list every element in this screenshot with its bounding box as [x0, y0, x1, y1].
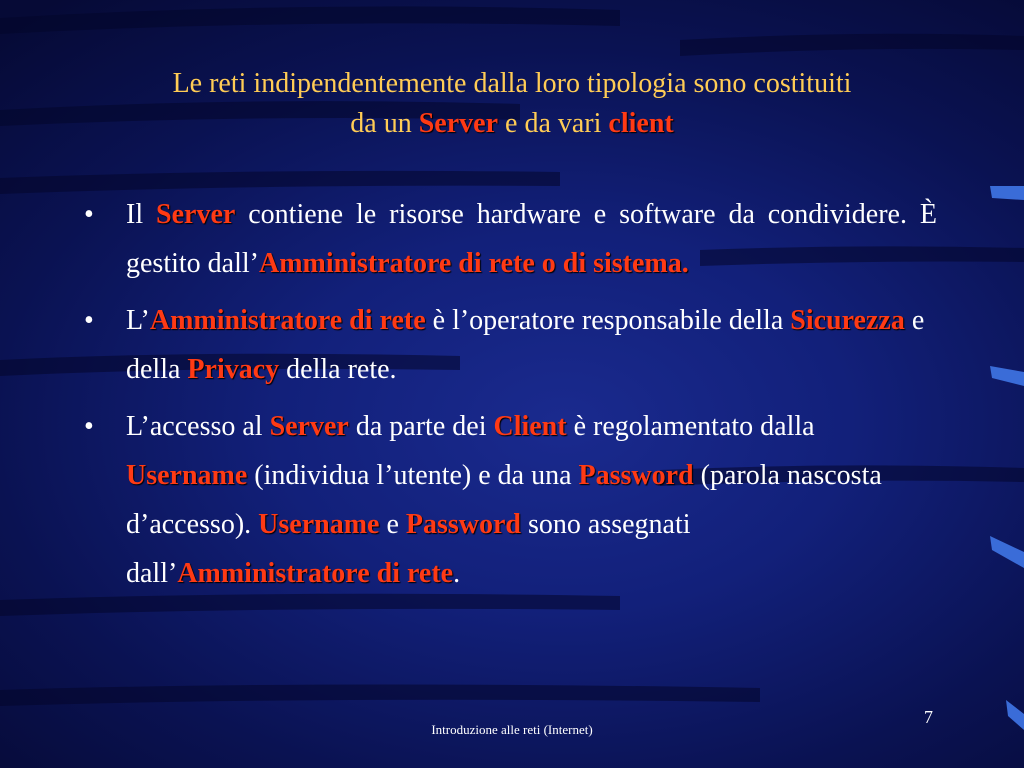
title-highlight-server: Server	[418, 108, 499, 139]
highlight-administrator: Amministratore di rete	[177, 558, 454, 589]
bullet-text: della rete.	[279, 354, 397, 385]
bullet-item-access	[84, 402, 937, 598]
bullet-item-server	[84, 190, 937, 288]
title-line-2	[60, 104, 964, 144]
bullet-text: L’	[126, 305, 150, 336]
highlight-administrator: Amministratore di rete	[149, 305, 426, 336]
bullet-text: è regolamentato dalla	[566, 411, 815, 442]
edge-dash-2	[990, 366, 1024, 386]
bullet-list	[84, 190, 937, 606]
slide-title	[60, 64, 964, 144]
highlight-privacy: Privacy	[187, 354, 280, 385]
page-number: 7	[924, 707, 933, 727]
highlight-password: Password	[405, 509, 522, 540]
title-text: da un	[350, 108, 419, 139]
bullet-text: contiene le risorse hardware e software da condividere. È gestito dall’	[126, 199, 937, 279]
bullet-text: e della	[126, 305, 925, 385]
highlight-username: Username	[258, 509, 380, 540]
bullet-text: da parte dei	[348, 411, 494, 442]
edge-dash-1	[990, 186, 1024, 200]
bullet-text: sono assegnati dall’	[126, 509, 691, 589]
bullet-text: .	[453, 558, 461, 589]
edge-dash-3	[990, 536, 1024, 568]
highlight-server: Server	[156, 199, 236, 230]
bullet-text: Il	[126, 199, 157, 230]
highlight-username: Username	[126, 460, 248, 491]
highlight-client: Client	[493, 411, 567, 442]
title-line-1: Le reti indipendentemente dalla loro tipologia sono costituiti	[172, 68, 852, 99]
highlight-security: Sicurezza	[790, 305, 905, 336]
bullet-text: e	[379, 509, 406, 540]
bullet-symbol: •	[84, 305, 94, 336]
highlight-password: Password	[578, 460, 694, 491]
highlight-administrator: Amministratore di rete o di sistema.	[258, 248, 689, 279]
bullet-symbol: •	[84, 411, 94, 442]
footer-text: Introduzione alle reti (Internet)	[431, 722, 593, 737]
highlight-server: Server	[269, 411, 349, 442]
bullet-text: è l’operatore responsabile della	[425, 305, 791, 336]
bullet-symbol: •	[84, 199, 94, 230]
bullet-item-administrator	[84, 296, 937, 394]
bullet-text: L’accesso al	[126, 411, 270, 442]
bullet-text: (individua l’utente) e da una	[247, 460, 579, 491]
bullet-text: (parola nascosta d’accesso).	[126, 460, 882, 540]
title-highlight-client: client	[608, 108, 674, 139]
title-text: e da vari	[498, 108, 609, 139]
